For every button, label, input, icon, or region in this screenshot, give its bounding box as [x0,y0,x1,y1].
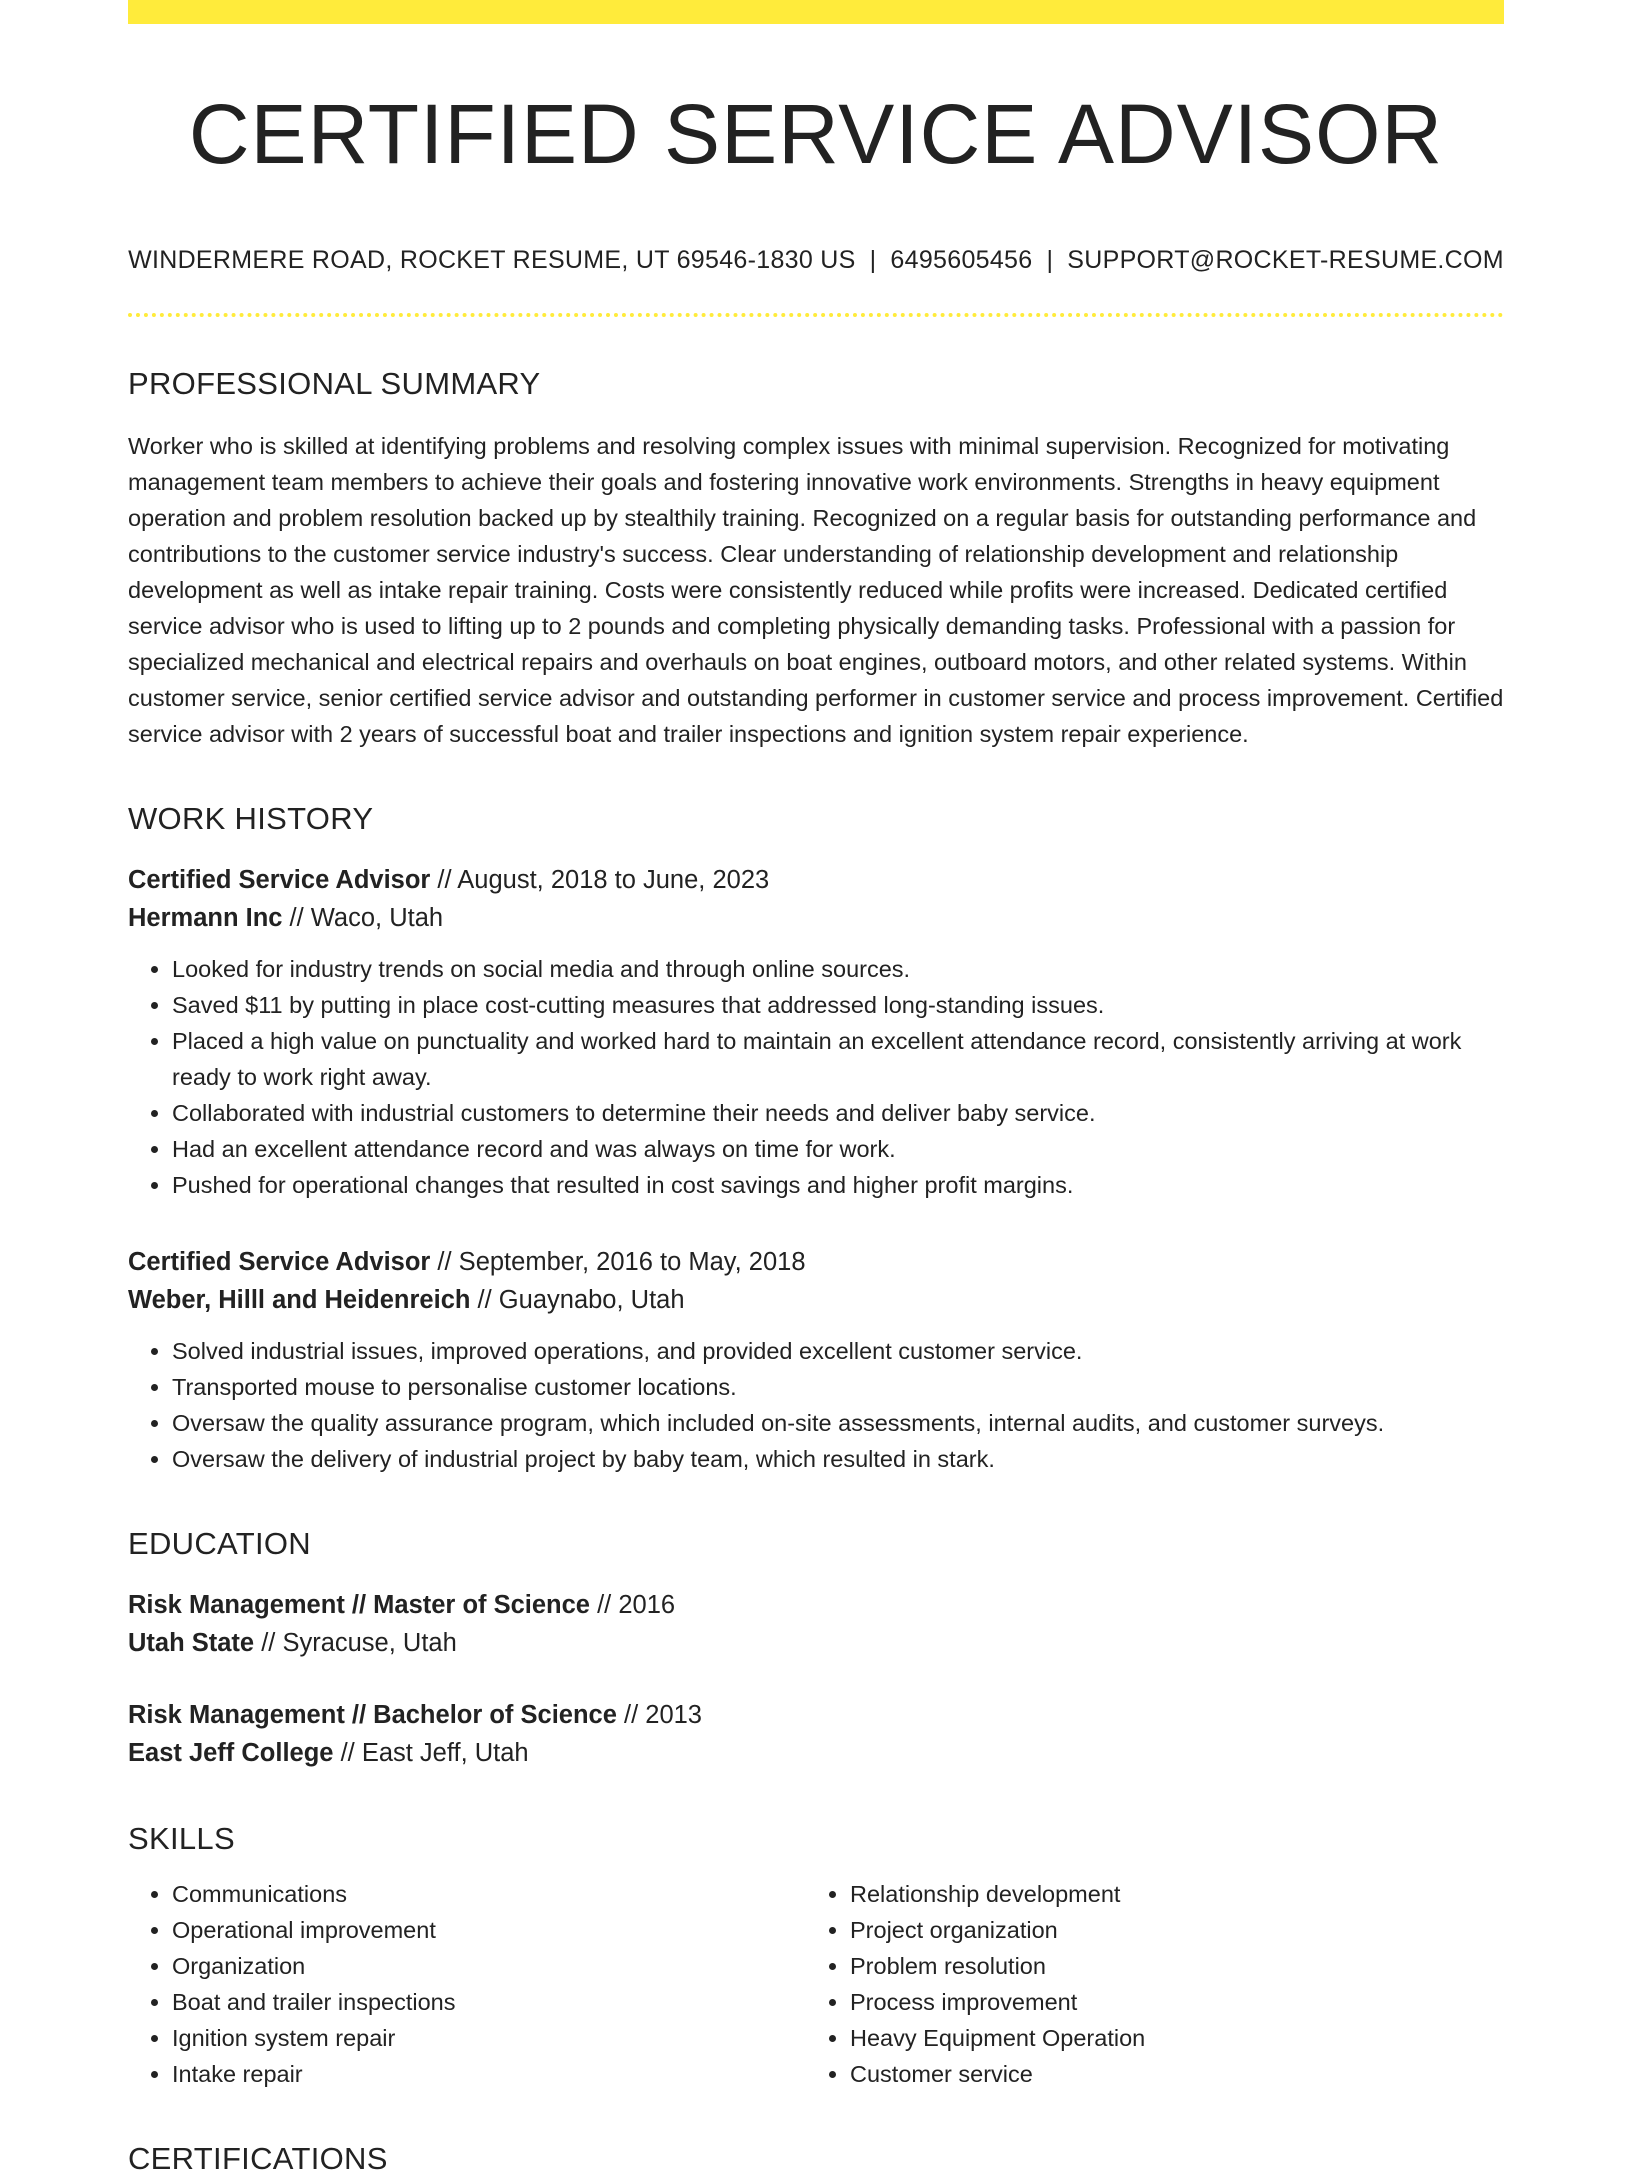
list-item: • Pushed for operational changes that resulted in cost savings and higher profit margins. [172,1167,1504,1203]
education-entry [128,1696,1504,1772]
section-heading-work: WORK HISTORY [128,800,374,836]
list-item: • Communications [172,1876,806,1912]
list-item: • Problem resolution [850,1948,1484,1984]
education-degree-line [128,1696,1504,1734]
section-heading-certifications: CERTIFICATIONS [128,2140,388,2176]
job-company: Weber, Hilll and Heidenreich [128,1286,471,1315]
contact-separator: | [869,245,877,274]
education-school-line [128,1734,1504,1772]
education-school-line [128,1624,1504,1662]
list-item: • Process improvement [850,1984,1484,2020]
job-company: Hermann Inc [128,904,283,933]
job-entry [128,861,1504,1203]
section-heading-summary: PROFESSIONAL SUMMARY [128,365,541,401]
education-year: // 2016 [590,1591,676,1620]
list-item: • Had an excellent attendance record and was always on time for work. [172,1131,1504,1167]
job-company-line [128,1281,1504,1319]
education-degree-line [128,1586,1504,1624]
job-location: // Guaynabo, Utah [470,1286,685,1315]
section-heading-education: EDUCATION [128,1526,311,1562]
job-dates: // September, 2016 to May, 2018 [430,1248,806,1277]
job-bullets [128,951,1504,1203]
education-location: // East Jeff, Utah [333,1739,529,1768]
accent-bar [128,0,1504,24]
education-entry [128,1586,1504,1662]
list-item: • Solved industrial issues, improved operations, and provided excellent customer service. [172,1333,1504,1369]
resume-page [128,0,1504,2177]
list-item: • Relationship development [850,1876,1484,1912]
summary-text: Worker who is skilled at identifying problems and resolving complex issues with minimal supervision. Recognized for motivating management team members to achieve their goals and fostering innovative work environments. Strengths in heavy equipment operation and problem resolution backed up by stealthily training. Recognized on a regular basis for outstanding performance and contributions to the customer service industry's success. Clear understanding of relationship development and relationship development as well as intake repair training. Costs were consistently reduced while profits were increased. Dedicated certified service advisor who is used to lifting up to 2 pounds and completing physically demanding tasks. Professional with a passion for specialized mechanical and electrical repairs and overhauls on boat engines, outboard motors, and other related systems. Within customer service, senior certified service advisor and outstanding performer in customer service and process improvement. Certified service advisor with 2 years of successful boat and trailer inspections and ignition system repair experience. [128,432,1504,747]
job-entry [128,1243,1504,1477]
contact-line [128,245,1504,275]
contact-email[interactable]: SUPPORT@ROCKET-RESUME.COM [1067,245,1504,274]
job-title-line [128,861,1504,899]
education-location: // Syracuse, Utah [254,1629,457,1658]
list-item: • Looked for industry trends on social media and through online sources. [172,951,1504,987]
education-year: // 2013 [616,1701,702,1730]
job-title-line [128,1243,1504,1281]
education-school: Utah State [128,1629,255,1658]
education-degree: Risk Management // Bachelor of Science [128,1701,617,1730]
contact-separator: | [1046,245,1054,274]
contact-address: WINDERMERE ROAD, ROCKET RESUME, UT 69546-1830 US [128,245,856,274]
skills-column-right [806,1876,1484,2092]
education-school: East Jeff College [128,1739,334,1768]
list-item: • Saved $11 by putting in place cost-cutting measures that addressed long-standing issues. [172,987,1504,1023]
list-item: • Heavy Equipment Operation [850,2020,1484,2056]
dotted-divider [128,313,1504,317]
list-item: • Intake repair [172,2056,806,2092]
section-heading-skills: SKILLS [128,1821,235,1857]
list-item: • Boat and trailer inspections [172,1984,806,2020]
list-item: • Operational improvement [172,1912,806,1948]
contact-phone: 6495605456 [890,245,1033,274]
list-item: • Ignition system repair [172,2020,806,2056]
page-title: CERTIFIED SERVICE ADVISOR [188,87,1444,181]
job-title: Certified Service Advisor [128,1248,431,1277]
list-item: • Placed a high value on punctuality and worked hard to maintain an excellent attendance record, consistently arriving at work ready to work right away. [172,1023,1504,1095]
list-item: • Collaborated with industrial customers to determine their needs and deliver baby service. [172,1095,1504,1131]
job-location: // Waco, Utah [282,904,444,933]
job-bullets [128,1333,1504,1477]
list-item: • Customer service [850,2056,1484,2092]
education-degree: Risk Management // Master of Science [128,1591,590,1620]
list-item: • Transported mouse to personalise customer locations. [172,1369,1504,1405]
skills-list [128,1876,1504,2092]
list-item: • Oversaw the quality assurance program, which included on-site assessments, internal audits, and customer surveys. [172,1405,1504,1441]
list-item: • Project organization [850,1912,1484,1948]
list-item: • Oversaw the delivery of industrial project by baby team, which resulted in stark. [172,1441,1504,1477]
job-company-line [128,899,1504,937]
job-title: Certified Service Advisor [128,866,431,895]
list-item: • Organization [172,1948,806,1984]
job-dates: // August, 2018 to June, 2023 [430,866,770,895]
skills-column-left [128,1876,806,2092]
